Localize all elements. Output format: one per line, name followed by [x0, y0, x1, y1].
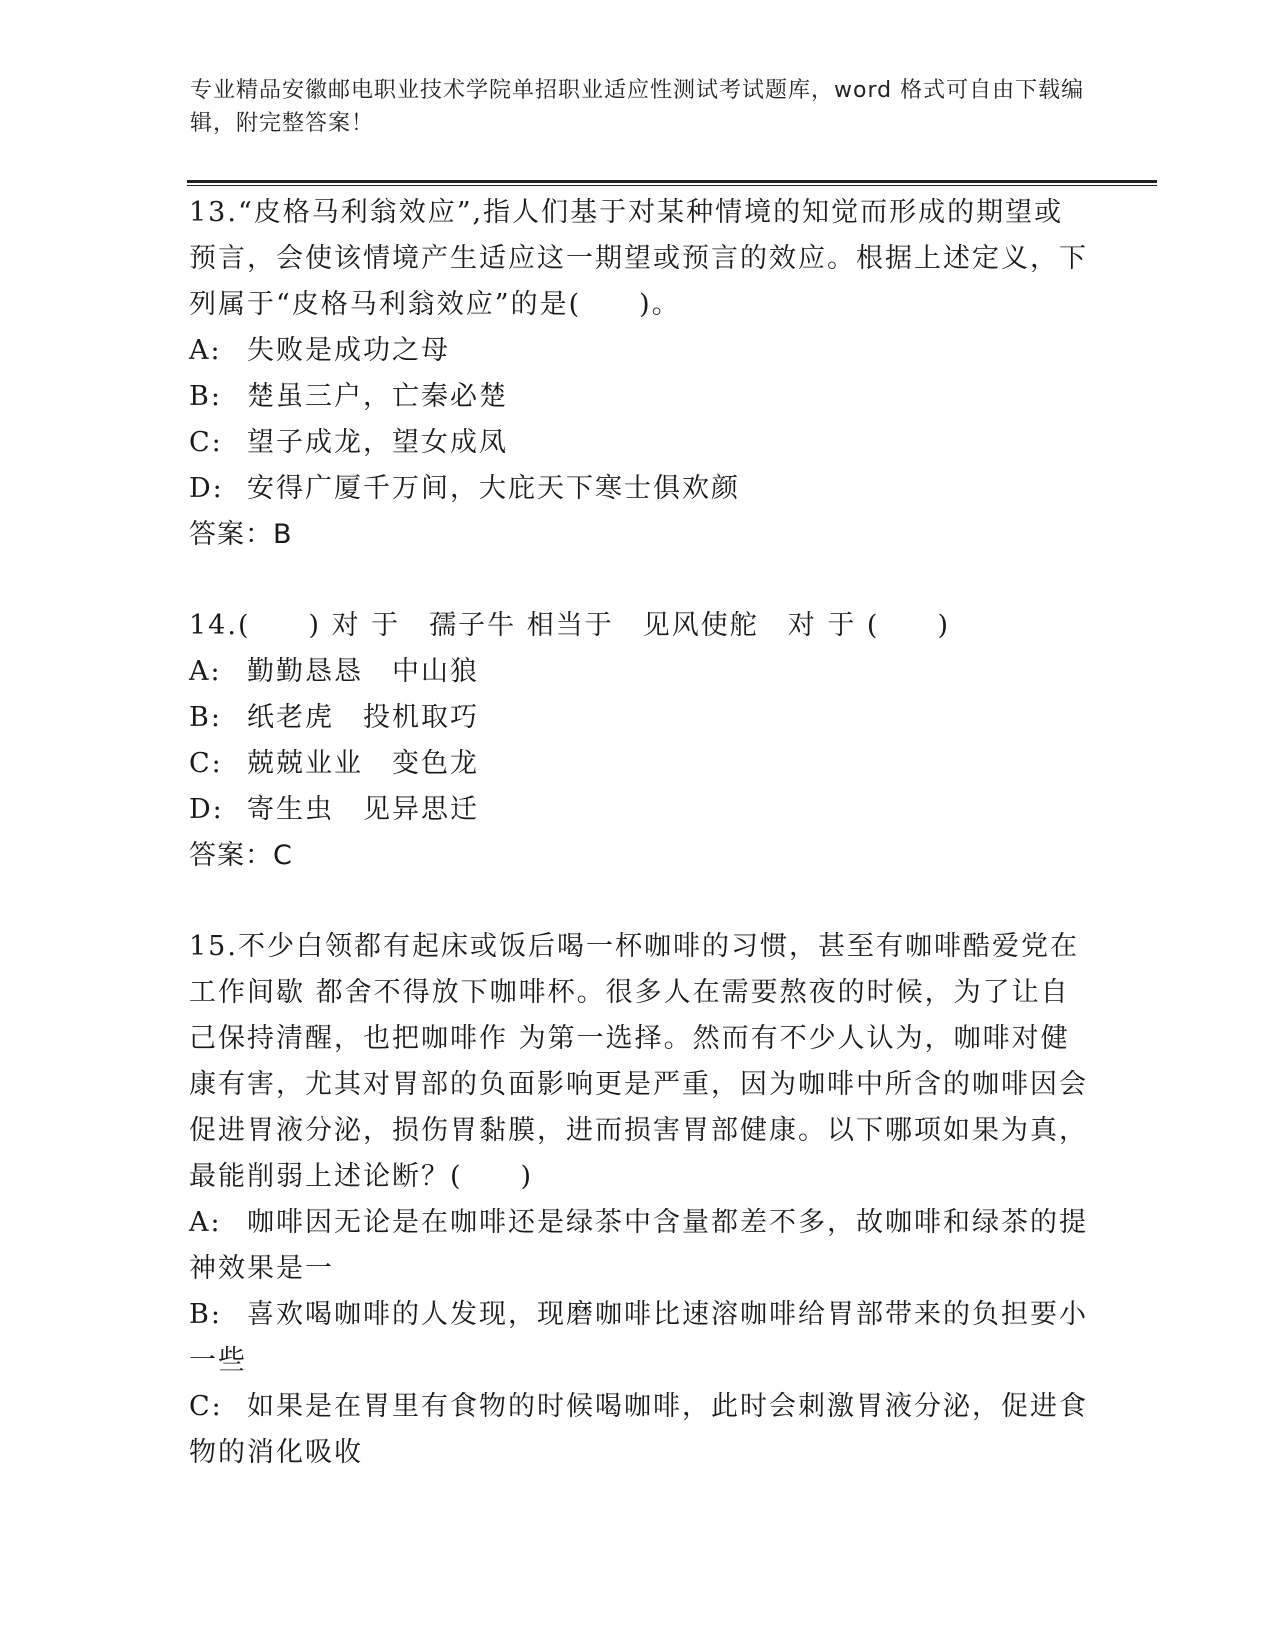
option-a	[189, 328, 1089, 374]
answer-label: 答案：C	[189, 840, 293, 871]
option-key: C:	[189, 427, 223, 458]
option-a	[189, 1200, 1089, 1292]
question-13	[189, 190, 1089, 558]
option-c	[189, 741, 1089, 787]
option-key: A:	[189, 335, 222, 366]
question-stem: 15.不少白领都有起床或饭后喝一杯咖啡的习惯，甚至有咖啡酷爱党在工作间歇 都舍不得放下咖啡杯。很多人在需要熬夜的时候，为了让自己保持清醒，也把咖啡作 为第一选择。然而有不少人认为，咖啡对健康有害，尤其对胃部的负面影响更是严重，因为咖啡中所含的咖啡因会促进胃液分泌，损伤胃黏膜，进而损害胃部健康。以下哪项如果为真，最能削弱上述论断？( )	[189, 931, 1088, 1192]
question-stem: 14.( ) 对 于 孺子牛 相当于 见风使舵 对 于 ( )	[189, 610, 950, 641]
option-text: 望子成龙，望女成凤	[247, 427, 508, 458]
option-text: 纸老虎 投机取巧	[247, 702, 479, 733]
option-text: 喜欢喝咖啡的人发现，现磨咖啡比速溶咖啡给胃部带来的负担要小一些	[189, 1299, 1088, 1376]
page-header: 专业精品安徽邮电职业技术学院单招职业适应性测试考试题库，word 格式可自由下载编辑，附完整答案！	[190, 78, 1085, 136]
option-key: B:	[189, 1299, 222, 1330]
option-text: 楚虽三户，亡秦必楚	[247, 381, 508, 412]
option-text: 如果是在胃里有食物的时候喝咖啡，此时会刺激胃液分泌，促进食物的消化吸收	[189, 1391, 1088, 1468]
option-text: 寄生虫 见异思迁	[247, 794, 479, 825]
header-divider-thick	[187, 180, 1157, 183]
option-key: B:	[189, 381, 222, 412]
option-b	[189, 695, 1089, 741]
option-key: B:	[189, 702, 222, 733]
option-a	[189, 649, 1089, 695]
option-text: 安得广厦千万间，大庇天下寒士俱欢颜	[247, 473, 740, 504]
option-text: 失败是成功之母	[247, 335, 450, 366]
question-stem: 13.“皮格马利翁效应”,指人们基于对某种情境的知觉而形成的期望或预言，会使该情境产生适应这一期望或预言的效应。根据上述定义，下列属于“皮格马利翁效应”的是( )。	[189, 197, 1088, 320]
option-key: A:	[189, 1207, 222, 1238]
question-list	[189, 190, 1089, 1476]
option-b	[189, 374, 1089, 420]
option-text: 勤勤恳恳 中山狼	[247, 656, 479, 687]
question-15	[189, 924, 1089, 1476]
answer-label: 答案：B	[189, 519, 293, 550]
option-key: C:	[189, 748, 223, 779]
option-b	[189, 1292, 1089, 1384]
option-key: D:	[189, 794, 224, 825]
option-d	[189, 466, 1089, 512]
option-text: 咖啡因无论是在咖啡还是绿茶中含量都差不多，故咖啡和绿茶的提神效果是一	[189, 1207, 1088, 1284]
option-c	[189, 420, 1089, 466]
option-d	[189, 787, 1089, 833]
option-key: A:	[189, 656, 222, 687]
option-text: 兢兢业业 变色龙	[247, 748, 479, 779]
option-key: D:	[189, 473, 224, 504]
option-key: C:	[189, 1391, 223, 1422]
header-divider-thin	[187, 185, 1157, 186]
question-14	[189, 603, 1089, 879]
option-c	[189, 1384, 1089, 1476]
